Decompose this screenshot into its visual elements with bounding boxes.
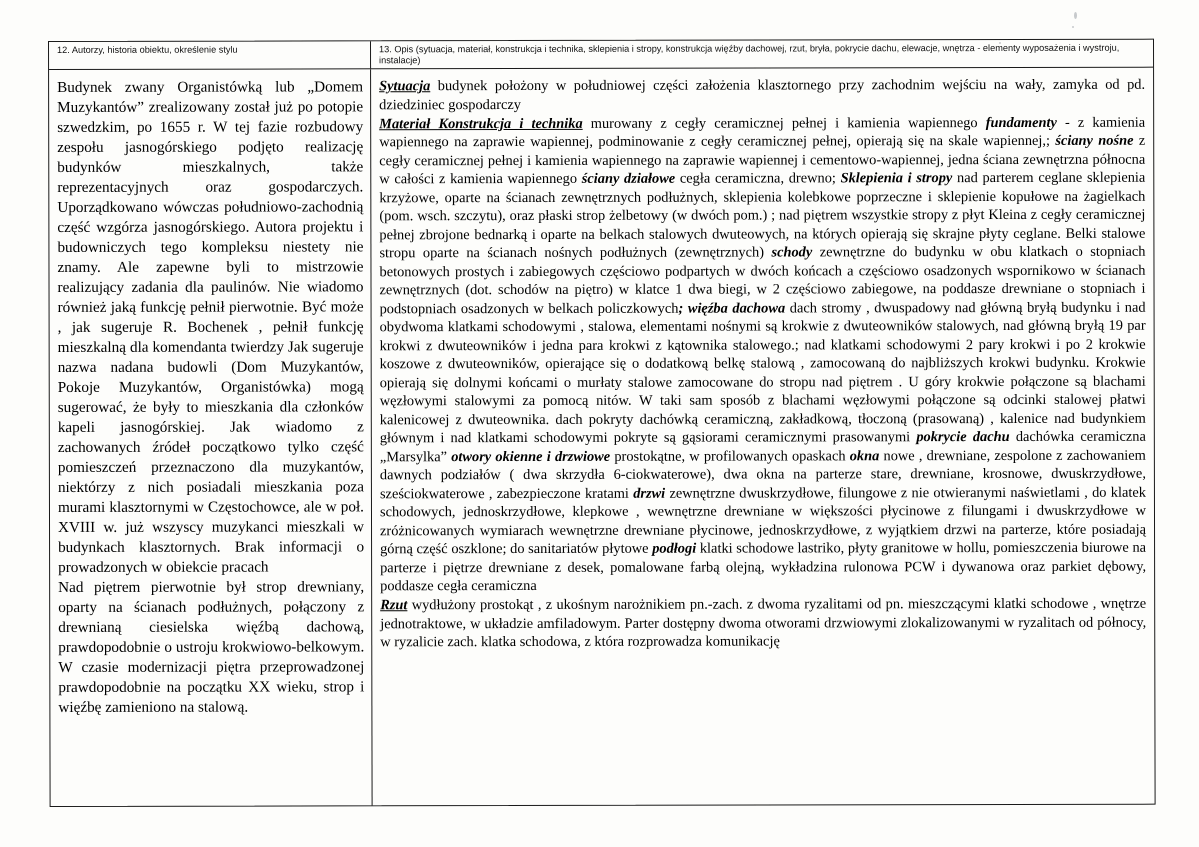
body-cell-description — [371, 68, 1155, 805]
section-label-rzut: Rzut — [380, 597, 408, 614]
table-body-row — [49, 68, 1155, 806]
header-label-left: 12. Autorzy, historia obiektu, określenie stylu — [57, 44, 238, 55]
section-body-rzut: wydłużony prostokąt , z ukośnym narożnikiem pn.-zach. z dwoma ryzalitami od pn. mieszczącymi klatki schodowe , wnętrze jednotraktowe, w układzie amfiladowym. Parter dostępny dwoma otworami drzwiowymi zlokalizowanymi w ryzalitach od północy, w ryzalicie zach. klatka schodowa, z która rozprowadza komunikację — [380, 596, 1147, 651]
section-label-sytuacja: Sytuacja — [379, 78, 431, 95]
section-body-sytuacja: budynek położony w południowej części założenia klasztornego przy zachodnim wejściu na wały, zamyka od pd. dziedziniec gospodarczy — [379, 77, 1146, 114]
scan-speck — [1074, 12, 1077, 19]
section-rzut — [380, 595, 1146, 652]
header-cell-authors-history — [49, 41, 371, 69]
header-cell-description — [371, 40, 1153, 69]
left-column-text — [57, 73, 364, 718]
body-cell-authors-history — [49, 70, 373, 806]
section-label-material: Materiał Konstrukcja i technika — [379, 115, 583, 133]
header-label-right: 13. Opis (sytuacja, materiał, konstrukcja i technika, sklepienia i stropy, konstrukcja więźby dachowej, rzut, bryła, pokrycie dachu, elewacje, wnętrza - elementy wyposażenia i wystroju, instalacje) — [379, 42, 1120, 66]
left-paragraph-2: Nad piętrem pierwotnie był strop drewniany, oparty na ścianach podłużnych, połączony z drewnianą ciesielska więźbą dachową, prawdopodobnie o ustroju krokwiowo-belkowym. W czasie modernizacji piętra przeprowadzonej prawdopodobnie na początku XX wieku, strop i więźbę zamieniono na stalową. — [58, 578, 365, 716]
section-sytuacja — [379, 76, 1145, 115]
section-material-konstrukcja — [379, 114, 1146, 597]
section-body-material-intro: murowany z cegły ceramicznej pełnej i kamienia wapiennego — [582, 114, 986, 132]
left-paragraph-1: Budynek zwany Organistówką lub „Domem Muzykantów” zrealizowany został już po potopie szwedzkim, po 1655 r. W tej fazie rozbudowy zespołu jasnogórskiego podjęto realizację budynków mieszkalnych, także reprezentacyjnych oraz gospodarczych. Uporządkowano wówczas południowo-zachodnią część wzgórza jasnogórskiego. Autora projektu i budowniczych tego kompleksu niestety nie znamy. Ale zapewne byli to mistrzowie realizujący zadania dla paulinów. Nie wiadomo również jaką funkcję pełnił pierwotnie. Być może , jak sugeruje R. Bochenek , pełnił funkcję mieszkalną dla komendanta twierdzy Jak sugeruje nazwa nadana budowli (Dom Muzykantów, Pokoje Muzykantów, Organistówka) mogą sugerować, że były to mieszkania dla członków kapeli jasnogórskiej. Jak wiadomo z zachowanych źródeł początkowo tylko część pomieszczeń przeznaczono dla muzykantów, niektórzy z nich posiadali mieszkania poza murami klasztornymi w Częstochowce, ale w poł. XVIII w. już wszyscy muzykanci mieszkali w budynkach klasztornych. Brak informacji o prowadzonych w obiekcie pracach — [57, 78, 365, 577]
table-header-row — [49, 40, 1153, 71]
section-body-material-runs: fundamenty - z kamienia wapiennego na zaprawie wapiennej, podminowanie z cegły ceramicznej pełnej, opierają się na skale wapiennej,; ściany nośne z cegły ceramicznej pełnej i kamienia wapiennego na zaprawie wapiennej i cementowo-wapiennej, jedna ściana zewnętrzna północna w całości z kamienia wapiennego ściany działowe cegła ceramiczna, drewno; Sklepienia i stropy nad parterem ceglane sklepienia krzyżowe, oparte na ścianach zewnętrznych podłużnych, sklepienia kolebkowe poprzeczne i sklepienie kopułowe na żagielkach (pom. wsch. szczytu), oraz płaski strop żelbetowy (w dwóch pom.) ; nad piętrem wszystkie stropy z płyt Kleina z cegły ceramicznej pełnej zbrojone bednarką i oparte na belkach stalowych dwuteowych, na których opierają się skrajne płyty ceglane. Belki stalowe stropu oparte na ścianach nośnych podłużnych (zewnętrznych) schody zewnętrzne do budynku w obu klatkach o stopniach betonowych prostych i zabiegowych częściowo podpartych w dwóch końcach a częściowo osadzonych wspornikowo w ścianach zewnętrznych (dot. schodów na piętro) w klatce 1 dwa biegi, w 2 częściowo zabiegowe, na poddasze drewniane o stopniach i podstopniach osadzonych w belkach policzkowych; więźba dachowa dach stromy , dwuspadowy nad główną bryłą budynku i nad obydwoma klatkami schodowymi , stalowa, elementami nośnymi są krokwie z dwuteowników stalowych, nad główną bryłą 19 par krokwi z dwuteowników i jedna para krokwi z kątownika stalowego.; nad klatkami schodowymi 2 pary krokwi i po 2 krokwie koszowe z dwuteowników, opierające się o dodatkową belkę stalową , zamocowaną do najbliższych krokwi budynku. Krokwie opierają się dolnymi końcami o murłaty stalowe zamocowane do stropu nad piętrem . U góry krokwie połączone są blachami węzłowymi stalowymi za pomocą nitów. W taki sam sposób z blachami węzłowymi połączone są odcinki stalowej płatwi kalenicowej z dwuteownika. dach pokryty dachówką ceramiczną, zakładkową, tłoczoną (prasowaną) , kalenice nad budynkiem głównym i nad klatkami schodowymi pokryte są gąsiorami ceramicznymi prasowanymi pokrycie dachu dachówka ceramiczna „Marsylka” otwory okienne i drzwiowe prostokątne, w profilowanych opaskach okna nowe , drewniane, zespolone z zachowaniem dawnych podziałów ( dwa skrzydła 6-ciokwaterowe), dwa okna na parterze stare, drewniane, krosnowe, dwuskrzydłowe, sześciokwaterowe , zabezpieczone kratami drzwi zewnętrzne dwuskrzydłowe, filungowe z nie otwieranymi naświetlami , do klatek schodowych, jednoskrzydłowe, klepkowe , wewnętrzne drewniane w większości płycinowe z filungami i dwuskrzydłowe w zróżnicowanych wymiarach wewnętrzne drewniane płycinowe, jednoskrzydłowe, z wyjątkiem drzwi na parterze, które posiadają górną część oszklone; do sanitariatów płytowe podłogi klatki schodowe lastriko, płyty granitowe w hollu, pomieszczenia biurowe na parterze i piętrze drewniane z desek, pomalowane farbą olejną, wykładzina rulonowa PCW i dywanowa oraz parkiet dębowy, poddasze cegła ceramiczna — [379, 114, 1147, 595]
document-table — [48, 39, 1156, 807]
scan-speck — [1072, 26, 1074, 28]
right-column-text — [379, 71, 1146, 652]
